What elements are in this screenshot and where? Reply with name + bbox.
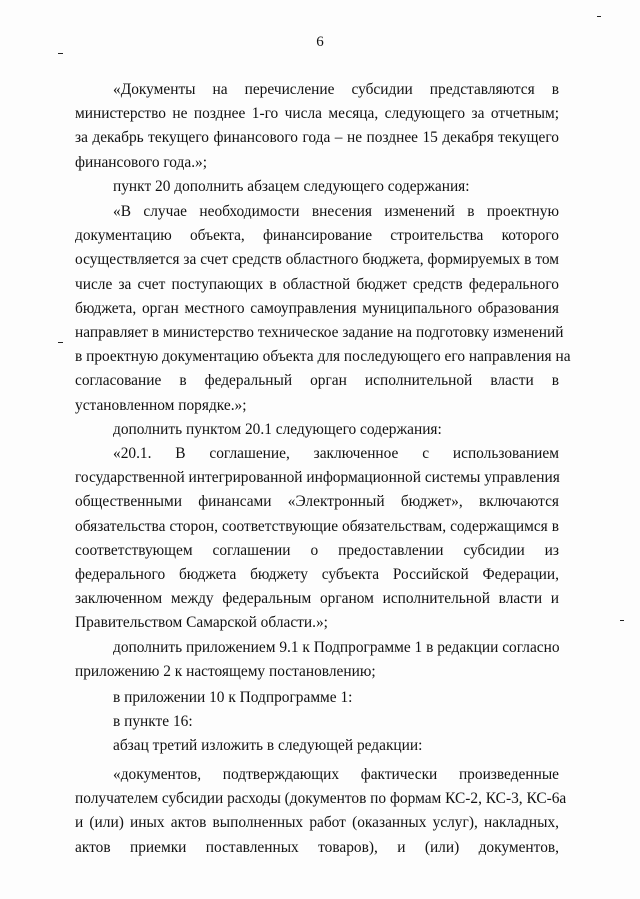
scan-mark [58,53,63,54]
text-line: за декабрь текущего финансового года – не позднее 15 декабря текущего [75,129,559,147]
text-line: государственной интегрированной информационной системы управления [75,469,560,487]
text-line: приложению 2 к настоящему постановлению; [75,663,376,681]
text-line: «документов, подтверждающих фактически произведенные [113,766,559,783]
text-line: дополнить приложением 9.1 к Подпрограмме 1 в редакции согласно [113,639,560,656]
text-line: согласование в федеральный орган исполнительной власти в [75,372,559,390]
text-line: финансового года.»; [75,153,208,171]
text-line: числе за счет поступающих в областной бюджет средств федерального [75,275,559,293]
text-line: документацию объекта, финансирование строительства которого [75,227,559,245]
text-line: осуществляется за счет средств областного бюджета, формируемых в том [75,251,559,269]
paragraph-subsidy-documents [75,78,559,175]
page-number: 6 [316,34,324,50]
text-line: Правительством Самарской области.»; [75,614,328,632]
paragraph-design-documentation [75,200,571,418]
text-line: министерство не позднее 1-го числа месяца, следующего за отчетным; [75,105,559,123]
paragraph-documents-list [75,763,567,860]
text-line: направляет в министерство техническое задание на подготовку изменений [75,323,564,341]
text-line: в пункте 16: [113,713,193,730]
scan-mark [58,342,63,343]
paragraph-point-20-1 [75,418,559,442]
text-line: и (или) иных актов выполненных работ (оказанных услуг), накладных, [75,814,559,832]
text-line: дополнить пунктом 20.1 следующего содержания: [113,421,442,438]
text-line: федерального бюджета бюджету субъекта Российской Федерации, [75,565,559,583]
text-line: установленном порядке.»; [75,396,247,414]
scan-mark [620,620,624,621]
text-line: пункт 20 дополнить абзацем следующего содержания: [113,178,470,195]
text-line: актов приемки поставленных товаров), и (или) документов, [75,838,559,856]
text-line: абзац третий изложить в следующей редакции: [113,737,423,754]
text-line: заключенном между федеральным органом исполнительной власти и [75,590,559,608]
text-line: бюджета, орган местного самоуправления муниципального образования [75,299,559,317]
paragraph-point-20 [75,175,559,199]
scan-mark [597,16,601,17]
text-line: в проектную документацию объекта для последующего его направления на [75,348,571,366]
text-line: соответствующем соглашении о предоставлении субсидии из [75,541,559,559]
text-line: «20.1. В соглашение, заключенное с использованием [113,445,559,462]
paragraph-appendix-10 [75,686,559,710]
text-line: общественными финансами «Электронный бюджет», включаются [75,493,559,511]
paragraph-point-16 [75,710,559,734]
paragraph-agreement [75,442,559,636]
paragraph-third-abzac [75,734,559,758]
text-line: обязательства сторон, соответствующие обязательствам, содержащимся в [75,517,559,535]
paragraph-appendix-9-1 [75,636,559,684]
text-line: «В случае необходимости внесения изменений в проектную [113,203,559,220]
text-line: получателем субсидии расходы (документов по формам КС-2, КС-3, КС-6а [75,790,567,808]
text-line: в приложении 10 к Подпрограмме 1: [113,689,353,706]
text-line: «Документы на перечисление субсидии представляются в [113,81,559,98]
